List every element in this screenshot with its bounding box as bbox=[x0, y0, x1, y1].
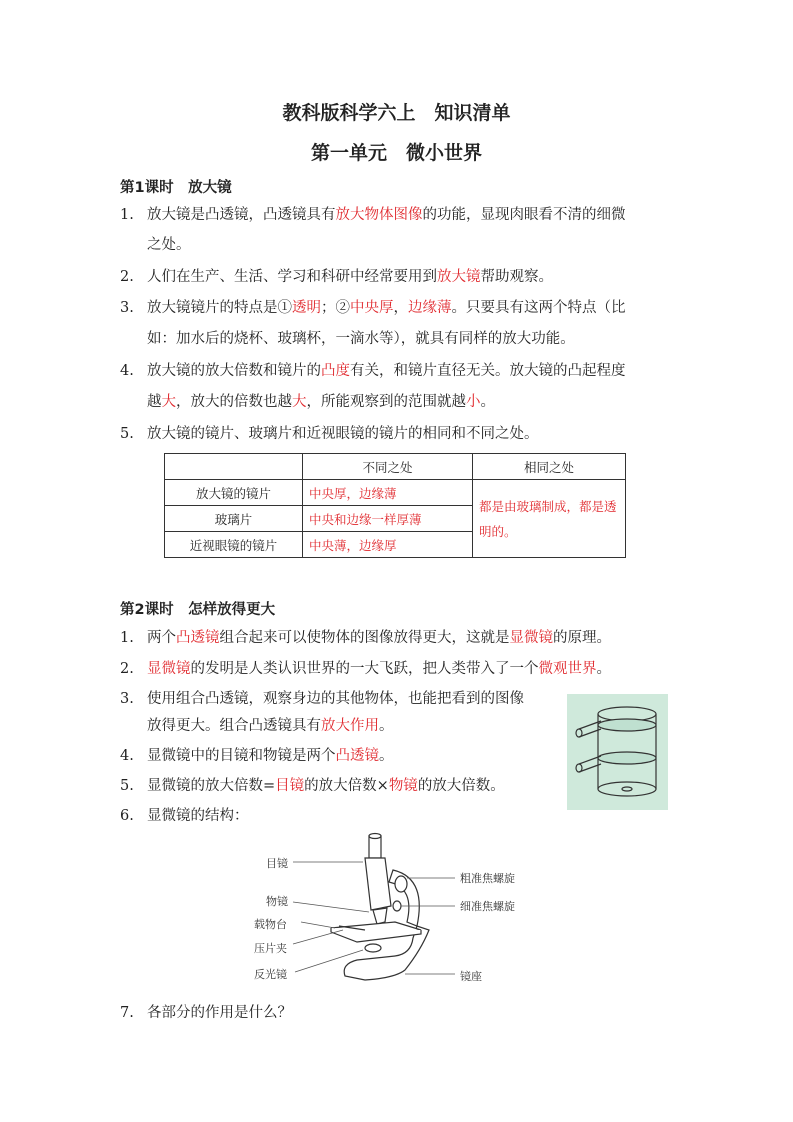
comparison-table bbox=[164, 453, 626, 558]
table-cell-diff: 中央和边缘一样厚薄 bbox=[303, 506, 473, 532]
list-item-continuation: 之处。 bbox=[147, 237, 191, 253]
list-item: 2. 显微镜的发明是人类认识世界的一大飞跃，把人类带入了一个微观世界。 bbox=[120, 661, 611, 677]
list-item: 3. 放大镜镜片的特点是①透明；②中央厚，边缘薄。只要具有这两个特点（比 bbox=[120, 300, 626, 316]
table-cell-name: 近视眼镜的镜片 bbox=[165, 532, 303, 558]
table-header-cell: 相同之处 bbox=[473, 454, 626, 480]
lesson1-heading: 第1课时 放大镜 bbox=[120, 180, 232, 196]
list-item: 2. 人们在生产、生活、学习和科研中经常要用到放大镜帮助观察。 bbox=[120, 269, 553, 285]
label-objective: 物镜 bbox=[266, 895, 288, 908]
table-cell-diff: 中央厚，边缘薄 bbox=[303, 480, 473, 506]
label-fine-focus: 细准焦螺旋 bbox=[460, 900, 515, 913]
list-item: 4. 放大镜的放大倍数和镜片的凸度有关，和镜片直径无关。放大镜的凸起程度 bbox=[120, 363, 626, 379]
list-item-continuation: 越大，放大的倍数也越大，所能观察到的范围就越小。 bbox=[147, 394, 495, 410]
list-item: 5. 显微镜的放大倍数=目镜的放大倍数×物镜的放大倍数。 bbox=[120, 778, 505, 794]
list-item: 4. 显微镜中的目镜和物镜是两个凸透镜。 bbox=[120, 748, 394, 764]
unit-title: 第一单元 微小世界 bbox=[310, 142, 482, 164]
list-item: 7. 各部分的作用是什么？ bbox=[120, 1005, 292, 1021]
list-item-continuation: 如：加水后的烧杯、玻璃杯，一滴水等），就具有同样的放大功能。 bbox=[147, 331, 575, 347]
list-item: 6. 显微镜的结构： bbox=[120, 808, 249, 824]
table-header-row bbox=[165, 454, 626, 480]
label-coarse-focus: 粗准焦螺旋 bbox=[460, 872, 515, 885]
lesson2-heading: 第2课时 怎样放得更大 bbox=[120, 602, 276, 618]
list-item: 5. 放大镜的镜片、玻璃片和近视眼镜的镜片的相同和不同之处。 bbox=[120, 426, 539, 442]
label-clip: 压片夹 bbox=[254, 942, 287, 955]
list-item: 1. 放大镜是凸透镜，凸透镜具有放大物体图像的功能，显现肉眼看不清的细微 bbox=[120, 207, 626, 223]
label-eyepiece: 目镜 bbox=[266, 857, 288, 870]
label-mirror: 反光镜 bbox=[254, 968, 287, 981]
list-item: 3. 使用组合凸透镜，观察身边的其他物体，也能把看到的图像 bbox=[120, 691, 524, 707]
table-cell-name: 放大镜的镜片 bbox=[165, 480, 303, 506]
table-row bbox=[165, 480, 626, 506]
table-cell-name: 玻璃片 bbox=[165, 506, 303, 532]
table-cell-same: 都是由玻璃制成，都是透明的。 bbox=[473, 480, 626, 558]
table-header-cell bbox=[165, 454, 303, 480]
table-header-cell: 不同之处 bbox=[303, 454, 473, 480]
table-cell-diff: 中央薄，边缘厚 bbox=[303, 532, 473, 558]
label-base: 镜座 bbox=[460, 970, 482, 983]
label-stage: 载物台 bbox=[254, 918, 287, 931]
combined-lens-illustration bbox=[567, 694, 668, 810]
list-item-continuation: 放得更大。组合凸透镜具有放大作用。 bbox=[147, 718, 394, 734]
list-item: 1. 两个凸透镜组合起来可以使物体的图像放得更大，这就是显微镜的原理。 bbox=[120, 630, 611, 646]
document-title: 教科版科学六上 知识清单 bbox=[282, 102, 511, 124]
